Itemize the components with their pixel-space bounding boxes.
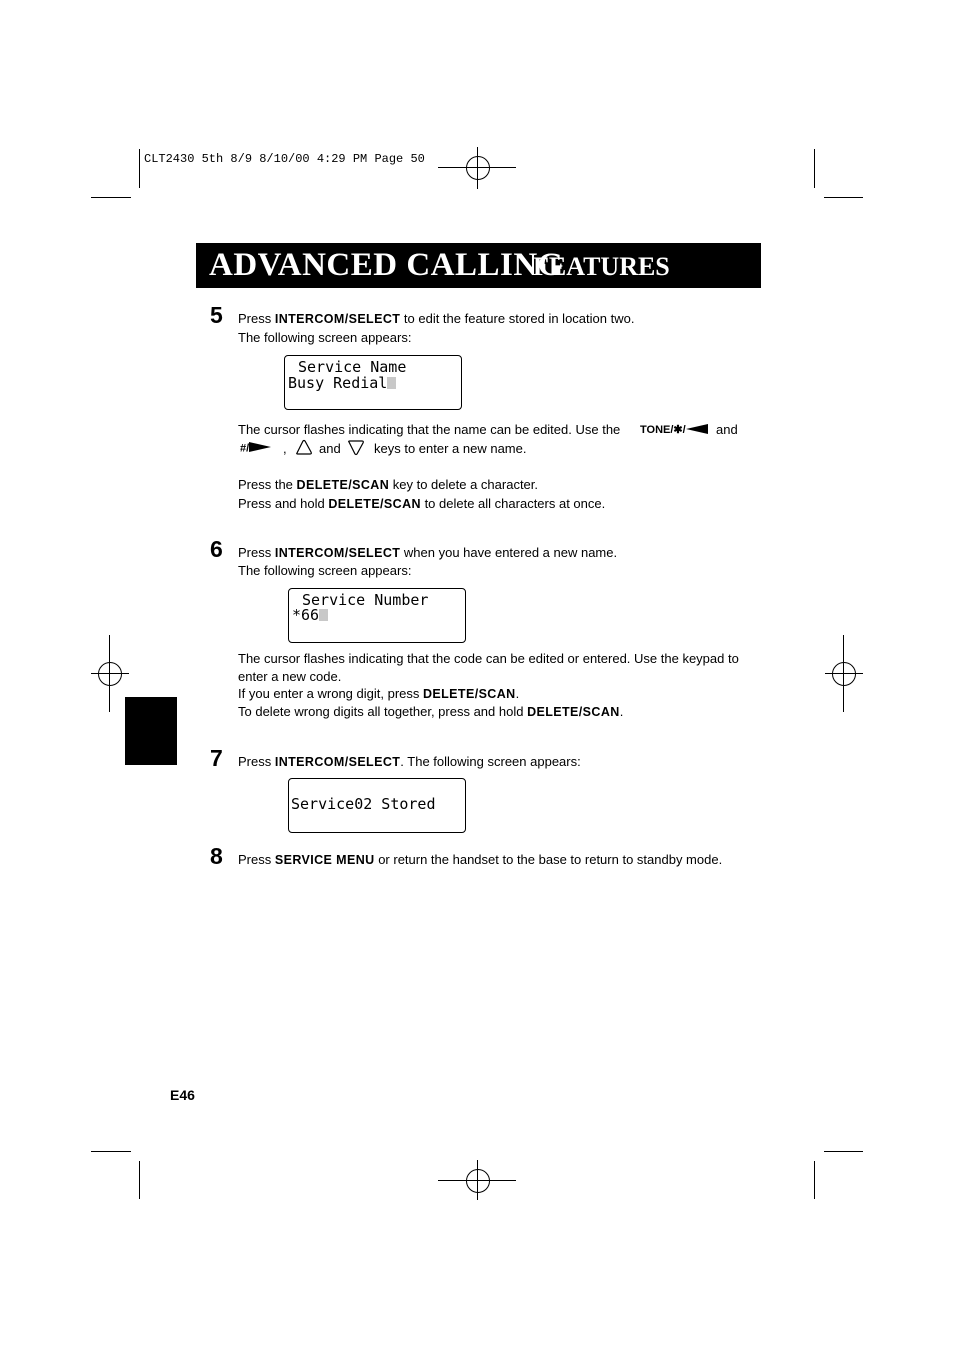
key-label: DELETE/SCAN <box>296 478 390 492</box>
step-text: Press INTERCOM/SELECT when you have entered a new name. <box>238 545 618 560</box>
instruction-text: Press the DELETE/SCAN key to delete a character. <box>238 477 539 492</box>
registration-mark <box>91 673 129 674</box>
page-number: E46 <box>170 1087 195 1103</box>
step-number: 6 <box>210 536 223 562</box>
left-arrow-icon <box>686 424 708 437</box>
instruction-text: If you enter a wrong digit, press DELETE/SCAN. <box>238 686 520 701</box>
step-number: 5 <box>210 302 223 328</box>
instruction-text: , <box>283 441 287 456</box>
lcd-screen <box>284 355 462 410</box>
registration-mark <box>466 156 490 180</box>
right-arrow-icon <box>249 442 271 455</box>
pound-key-icon: #/ <box>240 442 271 455</box>
crop-mark <box>91 197 131 198</box>
key-label: SERVICE MENU <box>274 853 375 867</box>
step-text: Press SERVICE MENU or return the handset to the base to return to standby mode. <box>238 852 723 867</box>
header-title: ADVANCED CALLING <box>209 247 564 283</box>
key-label: INTERCOM/SELECT <box>274 755 401 769</box>
step-text: Press INTERCOM/SELECT. The following screen appears: <box>238 754 581 769</box>
registration-mark <box>477 147 478 189</box>
cursor-block <box>319 609 328 621</box>
lcd-line: *66 <box>292 606 328 624</box>
step-text: Press INTERCOM/SELECT to edit the feature stored in location two. <box>238 311 635 326</box>
registration-mark <box>477 1160 478 1200</box>
registration-mark <box>843 635 844 712</box>
key-label: DELETE/SCAN <box>527 705 620 719</box>
step-text: The following screen appears: <box>238 330 412 345</box>
instruction-text: and <box>319 441 341 456</box>
tone-star-key-icon: TONE/✱/ <box>640 423 708 437</box>
up-key-icon <box>295 439 313 460</box>
lcd-line: Busy Redial <box>288 374 396 392</box>
key-label: DELETE/SCAN <box>328 497 421 511</box>
header-subtitle: FEATURES <box>533 252 670 281</box>
registration-mark <box>832 662 856 686</box>
lcd-screen <box>288 778 466 833</box>
down-key-icon <box>347 440 365 461</box>
registration-mark <box>466 1169 490 1193</box>
section-header <box>196 243 761 288</box>
printer-slug: CLT2430 5th 8/9 8/10/00 4:29 PM Page 50 <box>144 152 425 166</box>
crop-mark <box>91 1151 131 1152</box>
key-label: INTERCOM/SELECT <box>274 546 401 560</box>
key-label: INTERCOM/SELECT <box>274 312 401 326</box>
crop-mark <box>814 149 815 188</box>
section-tab <box>125 697 177 765</box>
lcd-line: Service Name <box>298 358 407 376</box>
step-text: The following screen appears: <box>238 563 412 578</box>
registration-mark <box>98 662 122 686</box>
lcd-screen <box>288 588 466 643</box>
crop-mark <box>139 149 140 188</box>
step-number: 7 <box>210 745 223 771</box>
instruction-text: Press and hold DELETE/SCAN to delete all characters at once. <box>238 496 606 511</box>
instruction-text: and <box>716 422 738 437</box>
step-number: 8 <box>210 843 223 869</box>
lcd-line: Service02 Stored <box>291 795 436 813</box>
crop-mark <box>824 197 863 198</box>
crop-mark <box>139 1161 140 1199</box>
instruction-text: To delete wrong digits all together, press and hold DELETE/SCAN. <box>238 704 624 719</box>
registration-mark <box>825 673 863 674</box>
instruction-text: keys to enter a new name. <box>374 441 527 456</box>
key-label: DELETE/SCAN <box>422 687 516 701</box>
crop-mark <box>824 1151 863 1152</box>
instruction-text: The cursor flashes indicating that the code can be edited or entered. Use the keypad to <box>238 651 739 666</box>
cursor-block <box>387 377 396 389</box>
lcd-line: Service Number <box>302 591 429 609</box>
instruction-text: enter a new code. <box>238 669 342 684</box>
instruction-text: The cursor flashes indicating that the name can be edited. Use the <box>238 422 621 437</box>
crop-mark <box>814 1161 815 1199</box>
registration-mark <box>109 635 110 712</box>
